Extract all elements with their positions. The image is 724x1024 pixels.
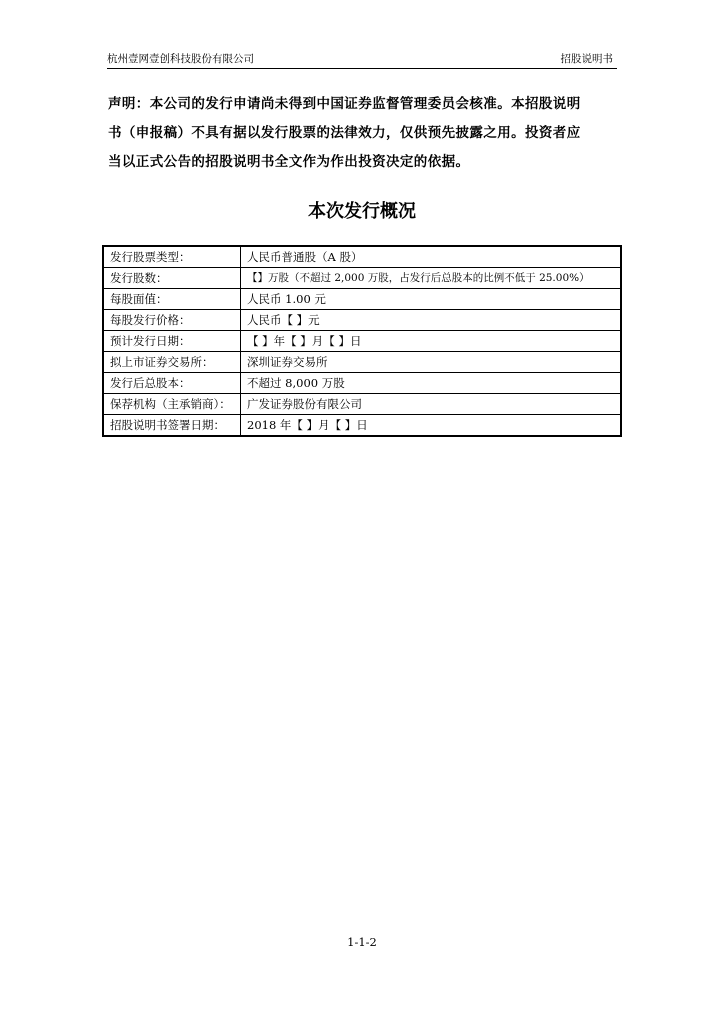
declaration-line: 声明：本公司的发行申请尚未得到中国证券监督管理委员会核准。本招股说明 <box>108 96 581 112</box>
declaration-line: 书（申报稿）不具有据以发行股票的法律效力，仅供预先披露之用。投资者应 <box>108 125 581 141</box>
header-company-name: 杭州壹网壹创科技股份有限公司 <box>107 53 254 65</box>
declaration-paragraph <box>108 90 620 177</box>
row-label: 拟上市证券交易所： <box>103 352 241 373</box>
page-header <box>107 52 617 69</box>
row-label: 每股发行价格： <box>103 310 241 331</box>
row-label: 发行后总股本： <box>103 373 241 394</box>
table-row <box>103 394 621 415</box>
row-value: 人民币普通股（A 股） <box>241 246 622 268</box>
row-value: 【】万股（不超过 2,000 万股，占发行后总股本的比例不低于 25.00%） <box>241 268 622 289</box>
row-label: 每股面值： <box>103 289 241 310</box>
row-label: 招股说明书签署日期： <box>103 415 241 437</box>
row-label: 发行股数： <box>103 268 241 289</box>
table-row <box>103 310 621 331</box>
table-row <box>103 246 621 268</box>
offering-summary-table <box>102 245 622 437</box>
row-value: 人民币【 】元 <box>241 310 622 331</box>
declaration-line: 当以正式公告的招股说明书全文作为作出投资决定的依据。 <box>108 154 470 170</box>
table-row <box>103 331 621 352</box>
row-label: 保荐机构（主承销商）： <box>103 394 241 415</box>
row-value: 【 】年【 】月【 】日 <box>241 331 622 352</box>
section-title: 本次发行概况 <box>308 201 416 222</box>
table-row <box>103 352 621 373</box>
row-value: 广发证券股份有限公司 <box>241 394 622 415</box>
row-value: 人民币 1.00 元 <box>241 289 622 310</box>
table-row <box>103 289 621 310</box>
row-value: 不超过 8,000 万股 <box>241 373 622 394</box>
page-number: 1-1-2 <box>347 935 377 949</box>
row-label: 发行股票类型： <box>103 246 241 268</box>
table-row <box>103 268 621 289</box>
row-value: 2018 年【 】月【 】日 <box>241 415 622 437</box>
header-document-type: 招股说明书 <box>560 53 613 65</box>
table-row <box>103 415 621 437</box>
table-row <box>103 373 621 394</box>
row-value: 深圳证券交易所 <box>241 352 622 373</box>
row-label: 预计发行日期： <box>103 331 241 352</box>
